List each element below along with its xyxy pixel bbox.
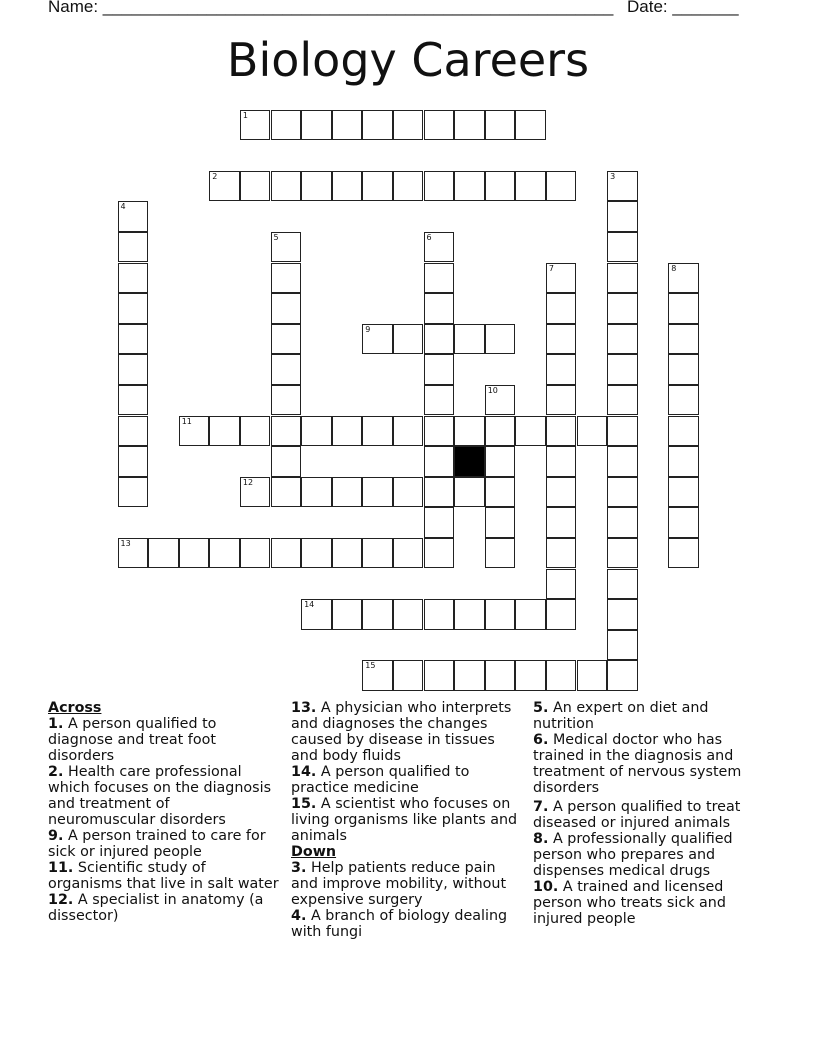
grid-cell[interactable]: [271, 446, 302, 477]
grid-cell[interactable]: [546, 599, 577, 630]
grid-cell[interactable]: [546, 354, 577, 385]
grid-cell[interactable]: [332, 599, 363, 630]
grid-cell[interactable]: [301, 538, 332, 569]
grid-cell[interactable]: [271, 263, 302, 294]
grid-cell[interactable]: [668, 263, 699, 294]
clue-number: 14: [304, 600, 315, 610]
grid-cell[interactable]: [209, 416, 240, 447]
clue-across-11: 11. Scientific study of organisms that live in salt water: [48, 860, 279, 892]
grid-cell[interactable]: [148, 538, 179, 569]
grid-cell[interactable]: [301, 110, 332, 141]
grid-cell[interactable]: [301, 171, 332, 202]
grid-cell[interactable]: [577, 660, 608, 691]
grid-cell[interactable]: [362, 171, 393, 202]
grid-cell[interactable]: [607, 416, 638, 447]
grid-cell[interactable]: [424, 232, 455, 263]
grid-cell[interactable]: [607, 354, 638, 385]
grid-cell[interactable]: [240, 416, 271, 447]
grid-cell[interactable]: [515, 660, 546, 691]
clue-number: 10: [487, 385, 498, 395]
clue-across-1: 1. A person qualified to diagnose and treat foot disorders: [48, 716, 217, 764]
grid-cell[interactable]: [118, 385, 149, 416]
grid-cell[interactable]: [240, 110, 271, 141]
grid-cell[interactable]: [546, 507, 577, 538]
grid-cell[interactable]: [668, 446, 699, 477]
grid-cell[interactable]: [118, 416, 149, 447]
grid-cell[interactable]: [577, 416, 608, 447]
grid-cell[interactable]: [485, 599, 516, 630]
grid-cell[interactable]: [546, 385, 577, 416]
grid-cell[interactable]: [393, 416, 424, 447]
clue-across-12: 12. A specialist in anatomy (a dissector): [48, 892, 264, 924]
grid-cell[interactable]: [271, 324, 302, 355]
grid-cell[interactable]: [424, 110, 455, 141]
grid-cell[interactable]: [271, 416, 302, 447]
grid-cell[interactable]: [179, 416, 210, 447]
grid-cell[interactable]: [393, 324, 424, 355]
grid-cell[interactable]: [485, 660, 516, 691]
grid-cell[interactable]: [362, 324, 393, 355]
grid-cell[interactable]: [546, 569, 577, 600]
grid-cell[interactable]: [546, 446, 577, 477]
grid-cell[interactable]: [362, 416, 393, 447]
grid-cell[interactable]: [668, 538, 699, 569]
grid-cell[interactable]: [240, 477, 271, 508]
grid-cell[interactable]: [668, 354, 699, 385]
grid-cell[interactable]: [179, 538, 210, 569]
grid-cell[interactable]: [546, 263, 577, 294]
grid-cell[interactable]: [607, 324, 638, 355]
grid-cell[interactable]: [607, 232, 638, 263]
grid-cell[interactable]: [271, 354, 302, 385]
grid-cell[interactable]: [271, 171, 302, 202]
clue-across-2: 2. Health care professional which focuses on the diagnosis and treatment of neuromuscular disorders: [48, 764, 272, 828]
clue-down-8: 8. A professionally qualified person who prepares and dispenses medical drugs: [533, 831, 733, 879]
clue-number: 3: [610, 171, 616, 181]
grid-cell[interactable]: [485, 477, 516, 508]
clues-column-1: [48, 700, 280, 924]
grid-cell[interactable]: [271, 232, 302, 263]
grid-cell[interactable]: [454, 171, 485, 202]
grid-cell[interactable]: [332, 538, 363, 569]
grid-cell[interactable]: [607, 293, 638, 324]
clue-down-7: 7. A person qualified to treat diseased or injured animals: [533, 799, 741, 831]
grid-cell[interactable]: [515, 110, 546, 141]
grid-cell[interactable]: [118, 201, 149, 232]
grid-cell[interactable]: [240, 538, 271, 569]
grid-cell[interactable]: [424, 507, 455, 538]
grid-cell[interactable]: [546, 171, 577, 202]
grid-cell[interactable]: [424, 171, 455, 202]
grid-cell[interactable]: [485, 324, 516, 355]
grid-cell[interactable]: [118, 538, 149, 569]
clue-down-10: 10. A trained and licensed person who treats sick and injured people: [533, 879, 726, 927]
grid-cell[interactable]: [607, 171, 638, 202]
grid-cell[interactable]: [668, 416, 699, 447]
grid-cell[interactable]: [607, 477, 638, 508]
grid-cell[interactable]: [240, 171, 271, 202]
grid-cell[interactable]: [362, 599, 393, 630]
grid-cell[interactable]: [424, 446, 455, 477]
grid-cell[interactable]: [485, 110, 516, 141]
clue-number: 13: [120, 538, 131, 548]
grid-cell[interactable]: [668, 385, 699, 416]
grid-cell[interactable]: [332, 477, 363, 508]
grid-cell[interactable]: [209, 171, 240, 202]
grid-cell[interactable]: [362, 660, 393, 691]
grid-cell[interactable]: [668, 324, 699, 355]
blocked-cell: [454, 446, 485, 477]
grid-cell[interactable]: [118, 354, 149, 385]
grid-cell[interactable]: [332, 171, 363, 202]
grid-cell[interactable]: [362, 110, 393, 141]
grid-cell[interactable]: [607, 446, 638, 477]
grid-cell[interactable]: [546, 324, 577, 355]
grid-cell[interactable]: [271, 110, 302, 141]
grid-cell[interactable]: [424, 263, 455, 294]
grid-cell[interactable]: [424, 354, 455, 385]
clue-down-6: 6. Medical doctor who has trained in the diagnosis and treatment of nervous system disorders: [533, 732, 742, 796]
clue-number: 5: [273, 232, 279, 242]
grid-cell[interactable]: [546, 293, 577, 324]
down-heading: Down: [291, 844, 337, 860]
grid-cell[interactable]: [546, 660, 577, 691]
grid-cell[interactable]: [485, 385, 516, 416]
across-heading: Across: [48, 700, 102, 716]
grid-cell[interactable]: [515, 599, 546, 630]
grid-cell[interactable]: [607, 263, 638, 294]
grid-cell[interactable]: [393, 660, 424, 691]
grid-cell[interactable]: [546, 416, 577, 447]
grid-cell[interactable]: [393, 477, 424, 508]
grid-cell[interactable]: [424, 660, 455, 691]
grid-cell[interactable]: [271, 385, 302, 416]
grid-cell[interactable]: [607, 538, 638, 569]
clue-number: 4: [120, 202, 126, 212]
puzzle-title: Biology Careers: [226, 33, 590, 87]
clue-down-5: 5. An expert on diet and nutrition: [533, 700, 709, 732]
grid-cell[interactable]: [118, 324, 149, 355]
clue-across-15: 15. A scientist who focuses on living organisms like plants and animals: [291, 796, 518, 844]
grid-cell[interactable]: [424, 293, 455, 324]
grid-cell[interactable]: [454, 324, 485, 355]
grid-cell[interactable]: [485, 171, 516, 202]
grid-cell[interactable]: [546, 477, 577, 508]
grid-cell[interactable]: [485, 538, 516, 569]
clue-number: 1: [242, 110, 248, 120]
grid-cell[interactable]: [301, 599, 332, 630]
grid-cell[interactable]: [424, 477, 455, 508]
grid-cell[interactable]: [454, 416, 485, 447]
grid-cell[interactable]: [668, 293, 699, 324]
grid-cell[interactable]: [118, 263, 149, 294]
grid-cell[interactable]: [118, 232, 149, 263]
grid-cell[interactable]: [668, 507, 699, 538]
clue-number: 6: [426, 232, 432, 242]
grid-cell[interactable]: [209, 538, 240, 569]
grid-cell[interactable]: [607, 599, 638, 630]
grid-cell[interactable]: [424, 599, 455, 630]
grid-cell[interactable]: [424, 538, 455, 569]
clues-column-2: [291, 700, 523, 940]
clue-number: 7: [548, 263, 554, 273]
grid-cell[interactable]: [271, 538, 302, 569]
clues-column-3: [533, 700, 758, 927]
date-field[interactable]: Date: _______: [627, 0, 739, 16]
grid-cell[interactable]: [424, 416, 455, 447]
clue-down-3: 3. Help patients reduce pain and improve mobility, without expensive surgery: [291, 860, 507, 908]
grid-cell[interactable]: [271, 477, 302, 508]
clue-number: 9: [365, 324, 371, 334]
clue-across-13: 13. A physician who interprets and diagnoses the changes caused by disease in tissues and body fluids: [291, 700, 512, 764]
grid-cell[interactable]: [607, 201, 638, 232]
grid-cell[interactable]: [393, 110, 424, 141]
clue-across-14: 14. A person qualified to practice medicine: [291, 764, 470, 796]
grid-cell[interactable]: [454, 110, 485, 141]
grid-cell[interactable]: [393, 171, 424, 202]
grid-cell[interactable]: [424, 385, 455, 416]
grid-cell[interactable]: [607, 630, 638, 661]
grid-cell[interactable]: [362, 477, 393, 508]
grid-cell[interactable]: [607, 660, 638, 691]
clue-number: 2: [212, 171, 218, 181]
grid-cell[interactable]: [485, 507, 516, 538]
grid-cell[interactable]: [485, 416, 516, 447]
grid-cell[interactable]: [118, 293, 149, 324]
clue-number: 11: [181, 416, 192, 426]
grid-cell[interactable]: [393, 538, 424, 569]
grid-cell[interactable]: [607, 569, 638, 600]
grid-cell[interactable]: [485, 446, 516, 477]
grid-cell[interactable]: [454, 477, 485, 508]
grid-cell[interactable]: [332, 110, 363, 141]
grid-cell[interactable]: [424, 324, 455, 355]
grid-cell[interactable]: [301, 477, 332, 508]
clue-number: 12: [242, 477, 254, 487]
clue-number: 8: [671, 263, 677, 273]
clue-number: 15: [365, 661, 376, 671]
grid-cell[interactable]: [668, 477, 699, 508]
grid-cell[interactable]: [515, 171, 546, 202]
grid-cell[interactable]: [515, 416, 546, 447]
clue-across-9: 9. A person trained to care for sick or injured people: [48, 828, 266, 860]
grid-cell[interactable]: [454, 660, 485, 691]
grid-cell[interactable]: [607, 385, 638, 416]
name-field[interactable]: Name: ______________________________________________________: [48, 0, 614, 16]
grid-cell[interactable]: [332, 416, 363, 447]
grid-cell[interactable]: [118, 446, 149, 477]
clue-down-4: 4. A branch of biology dealing with fungi: [291, 908, 508, 940]
grid-cell[interactable]: [118, 477, 149, 508]
grid-cell[interactable]: [362, 538, 393, 569]
grid-cell[interactable]: [454, 599, 485, 630]
grid-cell[interactable]: [301, 416, 332, 447]
grid-cell[interactable]: [271, 293, 302, 324]
grid-cell[interactable]: [607, 507, 638, 538]
grid-cell[interactable]: [546, 538, 577, 569]
grid-cell[interactable]: [393, 599, 424, 630]
